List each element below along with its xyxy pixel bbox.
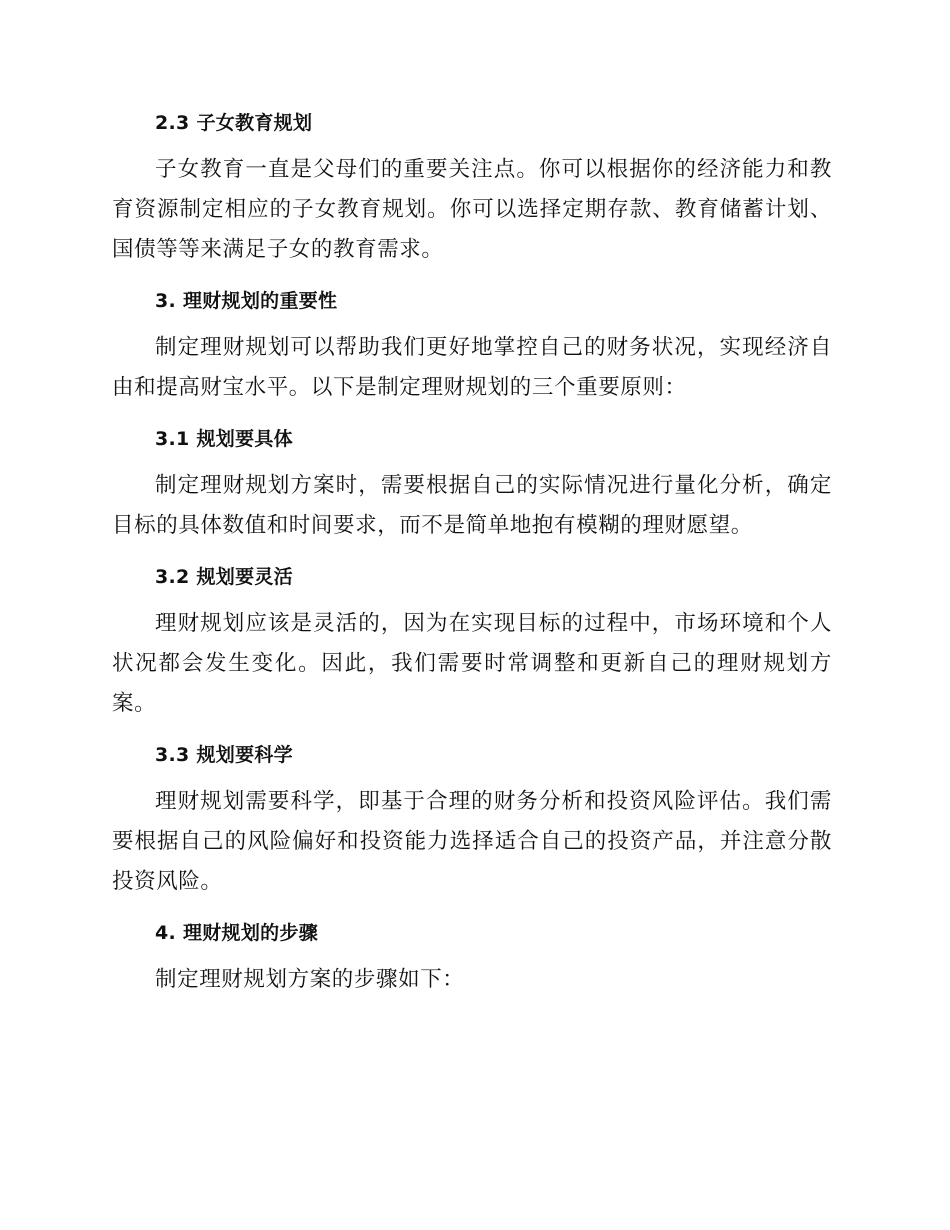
section-heading-3-3: 3.3 规划要科学 xyxy=(155,744,293,766)
section-heading-2-3: 2.3 子女教育规划 xyxy=(155,112,313,134)
section-heading-3: 3. 理财规划的重要性 xyxy=(155,290,338,312)
section-body-4: 制定理财规划方案的步骤如下： xyxy=(155,967,465,992)
section-body-3: 制定理财规划可以帮助我们更好地掌控自己的财务状况，实现经济自由和提高财宝水平。以下是制定理财规划的三个重要原则： xyxy=(112,335,832,400)
section-body-3-1: 制定理财规划方案时，需要根据自己的实际情况进行量化分析，确定目标的具体数值和时间要求，而不是简单地抱有模糊的理财愿望。 xyxy=(112,473,832,538)
section-heading-3-2: 3.2 规划要灵活 xyxy=(155,566,293,588)
section-body-2-3: 子女教育一直是父母们的重要关注点。你可以根据你的经济能力和教育资源制定相应的子女教育规划。你可以选择定期存款、教育储蓄计划、国债等等来满足子女的教育需求。 xyxy=(112,157,832,262)
section-body-3-2: 理财规划应该是灵活的，因为在实现目标的过程中，市场环境和个人状况都会发生变化。因此，我们需要时常调整和更新自己的理财规划方案。 xyxy=(112,611,832,716)
section-heading-4: 4. 理财规划的步骤 xyxy=(155,922,319,944)
section-heading-3-1: 3.1 规划要具体 xyxy=(155,428,293,450)
section-body-3-3: 理财规划需要科学，即基于合理的财务分析和投资风险评估。我们需要根据自己的风险偏好和投资能力选择适合自己的投资产品，并注意分散投资风险。 xyxy=(112,789,832,894)
document-page xyxy=(112,108,832,1000)
